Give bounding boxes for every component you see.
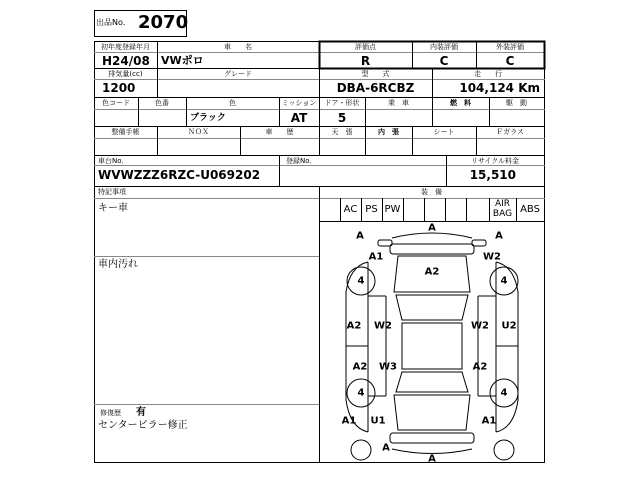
mileage-header: 走 行: [474, 70, 502, 78]
registration-header: 登録No．: [286, 157, 317, 165]
damage-left-rear-tire: 4: [357, 387, 365, 399]
damage-left-front-tire: 4: [357, 275, 365, 287]
passenger-header: 乗 車: [388, 99, 409, 107]
score-header: 評価点: [355, 43, 376, 51]
damage-front-left-a1: A1: [368, 251, 384, 263]
recycle-value: 15,510: [469, 168, 516, 182]
car-name-value: VWポロ: [161, 54, 204, 67]
roof-header: 天 張: [331, 128, 353, 136]
interior-roof-header: 内 張: [378, 128, 399, 136]
repair-header: 修復歴: [100, 409, 121, 417]
damage-rear-bumper-left: A: [382, 442, 390, 454]
repair-note: センターピラー修正: [98, 420, 188, 431]
recycle-header: リサイクル料金: [470, 157, 520, 165]
damage-left-door: A2: [346, 320, 362, 332]
damage-rear-glass: W3: [379, 361, 397, 373]
damage-right-door: U2: [501, 320, 517, 332]
equip-airbag-2: BAG: [492, 209, 513, 219]
transmission-value: AT: [290, 111, 308, 125]
interior-header: 内装評価: [430, 43, 458, 51]
repair-value: 有: [136, 407, 146, 418]
color-header: 色: [229, 99, 236, 107]
color-value: ブラック: [190, 113, 226, 123]
equipment-header: 装 備: [421, 188, 442, 196]
note-line-2: 車内汚れ: [98, 259, 138, 270]
drive-header: 駆 動: [506, 99, 527, 107]
note-line-1: キー車: [98, 203, 128, 214]
chassis-header: 車台No．: [98, 157, 129, 165]
mileage-value: 104,124 Km: [459, 81, 540, 95]
maintenance-header: 整備手帳: [111, 128, 140, 136]
damage-front-right-w2: W2: [483, 251, 501, 263]
equip-pw: PW: [384, 204, 401, 215]
damage-right-rear: A2: [472, 361, 488, 373]
damage-right-window: W2: [471, 320, 489, 332]
notes-header: 特記事項: [98, 188, 126, 196]
equip-airbag-1: AIR: [494, 199, 511, 209]
equip-ac: AC: [343, 204, 358, 215]
interior-value: C: [439, 54, 449, 68]
equip-abs: ABS: [520, 204, 540, 215]
displacement-value: 1200: [102, 81, 136, 95]
damage-rear-left-a1: A1: [341, 415, 357, 427]
damage-front-center: A: [428, 222, 436, 234]
doors-header: ドア・形状: [324, 99, 360, 107]
damage-front-right-top: A: [495, 230, 503, 242]
f-glass-header: Ｆガラス: [496, 128, 524, 136]
damage-front-left-top: A: [356, 230, 364, 242]
fuel-header: 燃 料: [450, 99, 471, 107]
score-value: R: [360, 54, 371, 68]
seat-header: シート: [433, 128, 455, 136]
color-no-header: 色番: [155, 99, 169, 107]
chassis-value: WVWZZZ6RZC-U069202: [98, 168, 261, 182]
damage-left-window: W2: [374, 320, 392, 332]
grade-header: グレード: [224, 70, 252, 78]
doors-value: 5: [337, 111, 347, 125]
damage-hood: A2: [424, 266, 440, 278]
damage-right-front-tire: 4: [500, 275, 508, 287]
nox-header: ＮＯＸ: [188, 128, 209, 136]
lot-number: 2070: [138, 12, 189, 33]
equip-ps: PS: [365, 204, 378, 215]
damage-rear-u1: U1: [370, 415, 386, 427]
transmission-header: ミッション: [281, 99, 317, 107]
first-reg-value: H24/08: [102, 54, 150, 68]
damage-left-rear: A2: [352, 361, 368, 373]
displacement-header: 排気量(cc): [108, 70, 143, 78]
model-value: DBA-6RCBZ: [336, 81, 415, 95]
exterior-value: C: [505, 54, 515, 68]
car-name-header: 車 名: [224, 43, 252, 51]
lot-label: 出品No．: [96, 18, 131, 27]
first-reg-header: 初年度登録年月: [101, 43, 150, 51]
damage-right-rear-tire: 4: [500, 387, 508, 399]
damage-rear-bumper-center: A: [428, 453, 436, 465]
exterior-header: 外装評価: [496, 43, 524, 51]
model-header: 型 式: [361, 70, 390, 78]
damage-rear-right-a1: A1: [481, 415, 497, 427]
color-code-header: 色コード: [102, 99, 130, 107]
vehicle-history-header: 車 歴: [265, 128, 294, 136]
